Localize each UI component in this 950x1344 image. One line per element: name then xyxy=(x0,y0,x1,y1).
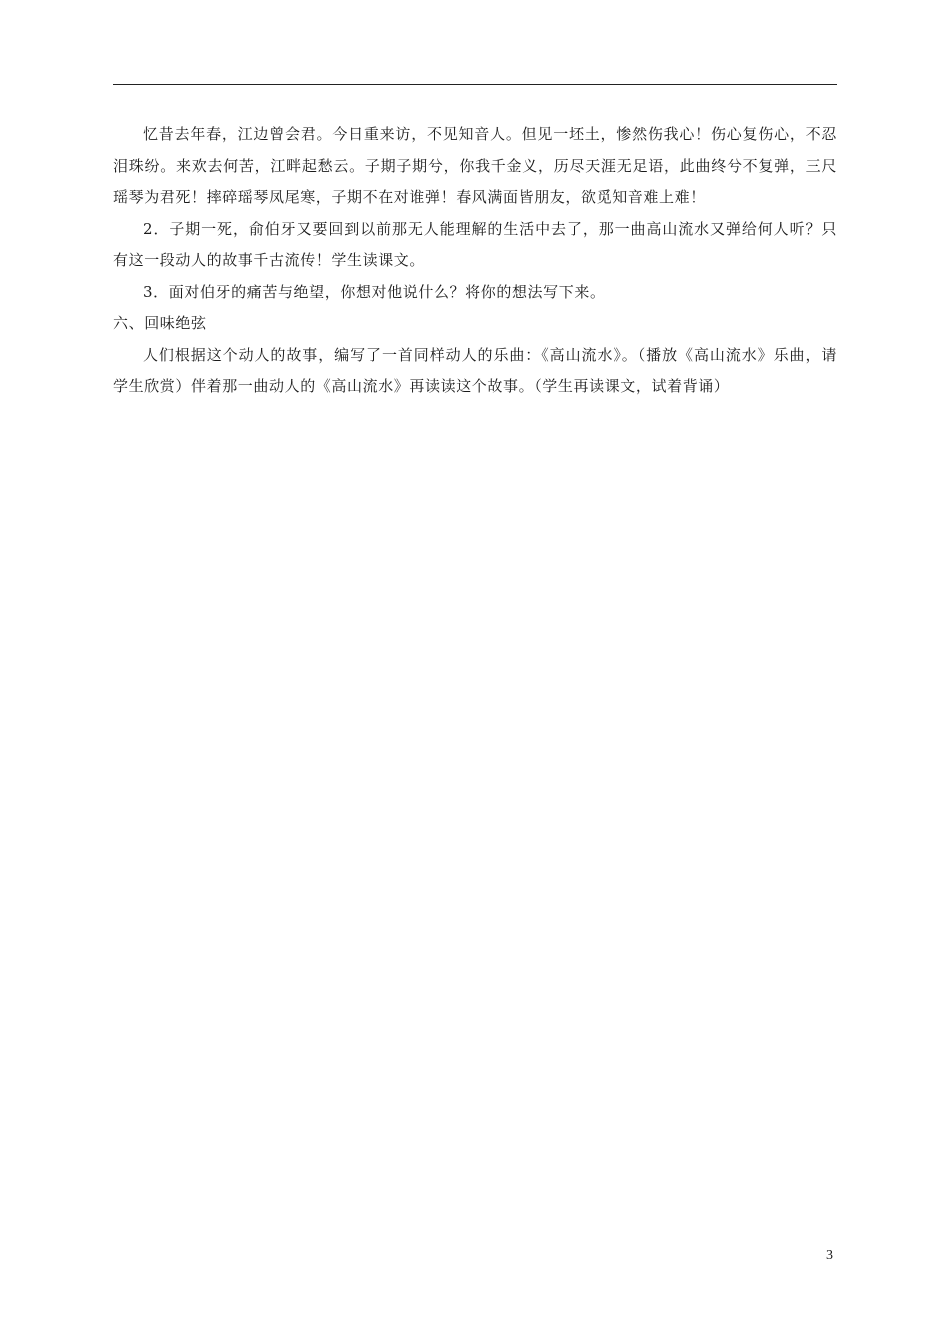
poem-paragraph: 忆昔去年春，江边曾会君。今日重来访，不见知音人。但见一坯土，惨然伤我心！伤心复伤心，不忍泪珠纷。来欢去何苦，江畔起愁云。子期子期兮，你我千金义，历尽天涯无足语，此曲终兮不复弹，三尺瑶琴为君死！摔碎瑶琴凤尾寒，子期不在对谁弹！春风满面皆朋友，欲觅知音难上难！ xyxy=(113,125,837,206)
closing-paragraph: 人们根据这个动人的故事，编写了一首同样动人的乐曲：《高山流水》。（播放《高山流水》乐曲，请学生欣赏）伴着那一曲动人的《高山流水》再读读这个故事。（学生再读课文，试着背诵） xyxy=(113,345,837,395)
header-rule xyxy=(113,84,837,85)
item-2-paragraph: 2．子期一死，俞伯牙又要回到以前那无人能理解的生活中去了，那一曲高山流水又弹给何人听？只有这一段动人的故事千古流传！学生读课文。 xyxy=(113,219,837,269)
section-heading: 六、回味绝弦 xyxy=(113,314,207,332)
document-body xyxy=(113,119,837,403)
page-number: 3 xyxy=(826,1248,833,1263)
item-3-paragraph: 3．面对伯牙的痛苦与绝望，你想对他说什么？将你的想法写下来。 xyxy=(143,282,606,301)
